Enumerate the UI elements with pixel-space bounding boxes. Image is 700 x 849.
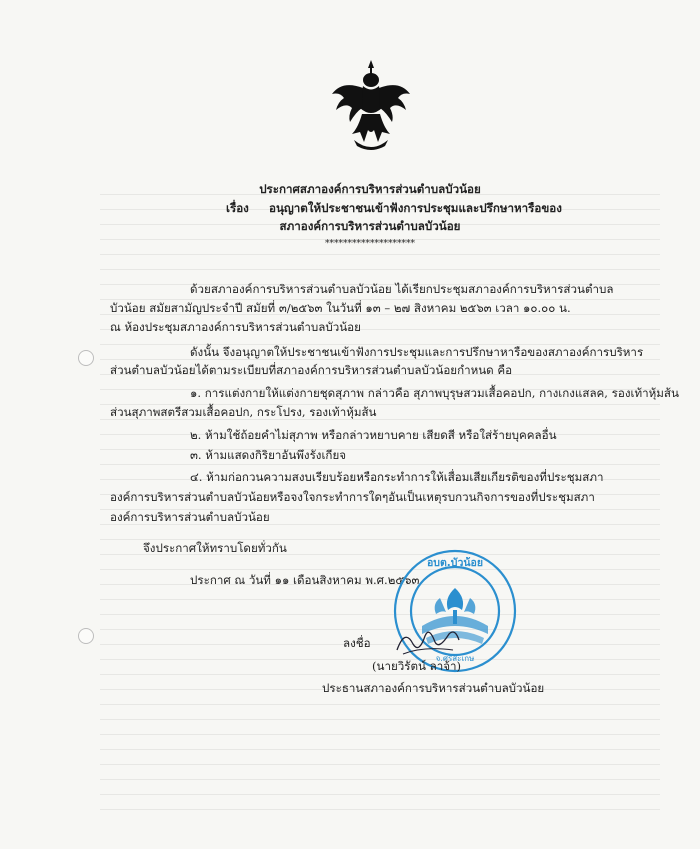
handwritten-signature [393, 620, 463, 660]
paragraph-2-line-1: ดังนั้น จึงอนุญาตให้ประชาชนเข้าฟังการประชุมและการปรึกษาหารือของสภาองค์การบริหาร [190, 345, 644, 359]
garuda-emblem-icon [330, 58, 412, 154]
subject-line-1: อนุญาตให้ประชาชนเข้าฟังการประชุมและปรึกษาหารือของ [269, 201, 562, 215]
rule-1-line-2: ส่วนสุภาพสตรีสวมเสื้อคอปก, กระโปรง, รองเท้าหุ้มส้น [110, 405, 377, 419]
paragraph-2-line-2: ส่วนตำบลบัวน้อยได้ตามระเบียบที่สภาองค์การบริหารส่วนตำบลบัวน้อยกำหนด คือ [110, 363, 513, 377]
punch-hole [78, 628, 94, 644]
signer-position: ประธานสภาองค์การบริหารส่วนตำบลบัวน้อย [322, 681, 545, 695]
seal-top-text: อบต.บัวน้อย [427, 557, 483, 569]
rule-1-line-1: ๑. การแต่งกายให้แต่งกายชุดสุภาพ กล่าวคือ สุภาพบุรุษสวมเสื้อคอปก, กางเกงแสลค, รองเท้าหุ้มส้น [190, 386, 679, 400]
subject-line-2: สภาองค์การบริหารส่วนตำบลบัวน้อย [279, 219, 461, 233]
separator: ******************** [325, 239, 415, 249]
announcement-date: ประกาศ ณ วันที่ ๑๑ เดือนสิงหาคม พ.ศ.๒๕๖๓ [190, 573, 420, 587]
paragraph-1-line-3: ณ ห้องประชุมสภาองค์การบริหารส่วนตำบลบัวน้อย [110, 320, 361, 334]
paragraph-1-line-1: ด้วยสภาองค์การบริหารส่วนตำบลบัวน้อย ได้เรียกประชุมสภาองค์การบริหารส่วนตำบล [190, 282, 614, 296]
sign-label: ลงชื่อ [343, 636, 371, 650]
rule-4-line-1: ๔. ห้ามก่อกวนความสงบเรียบร้อยหรือกระทำการให้เสื่อมเสียเกียรติของที่ประชุมสภา [190, 470, 604, 484]
rule-4-line-2: องค์การบริหารส่วนตำบลบัวน้อยหรือจงใจกระทำการใดๆอันเป็นเหตุรบกวนกิจการของที่ประชุมสภา [110, 490, 595, 504]
signer-name: (นายวิรัตน์ ลาจ้า) [372, 659, 462, 673]
paragraph-1-line-2: บัวน้อย สมัยสามัญประจำปี สมัยที่ ๓/๒๕๖๓ ในวันที่ ๑๓ – ๒๗ สิงหาคม ๒๕๖๓ เวลา ๑๐.๐๐ น. [110, 301, 571, 315]
rule-3: ๓. ห้ามแสดงกิริยาอันพึงรังเกียจ [190, 448, 347, 462]
rule-4-line-3: องค์การบริหารส่วนตำบลบัวน้อย [110, 510, 270, 524]
announcement-title: ประกาศสภาองค์การบริหารส่วนตำบลบัวน้อย [259, 182, 481, 196]
closing-statement: จึงประกาศให้ทราบโดยทั่วกัน [143, 541, 287, 555]
subject-label: เรื่อง [226, 201, 249, 215]
punch-hole [78, 350, 94, 366]
seal-bottom-text: จ.ศรีสะเกษ [435, 654, 475, 663]
rule-2: ๒. ห้ามใช้ถ้อยคำไม่สุภาพ หรือกล่าวหยาบคาย เสียดสี หรือใส่ร้ายบุคคลอื่น [190, 428, 557, 442]
